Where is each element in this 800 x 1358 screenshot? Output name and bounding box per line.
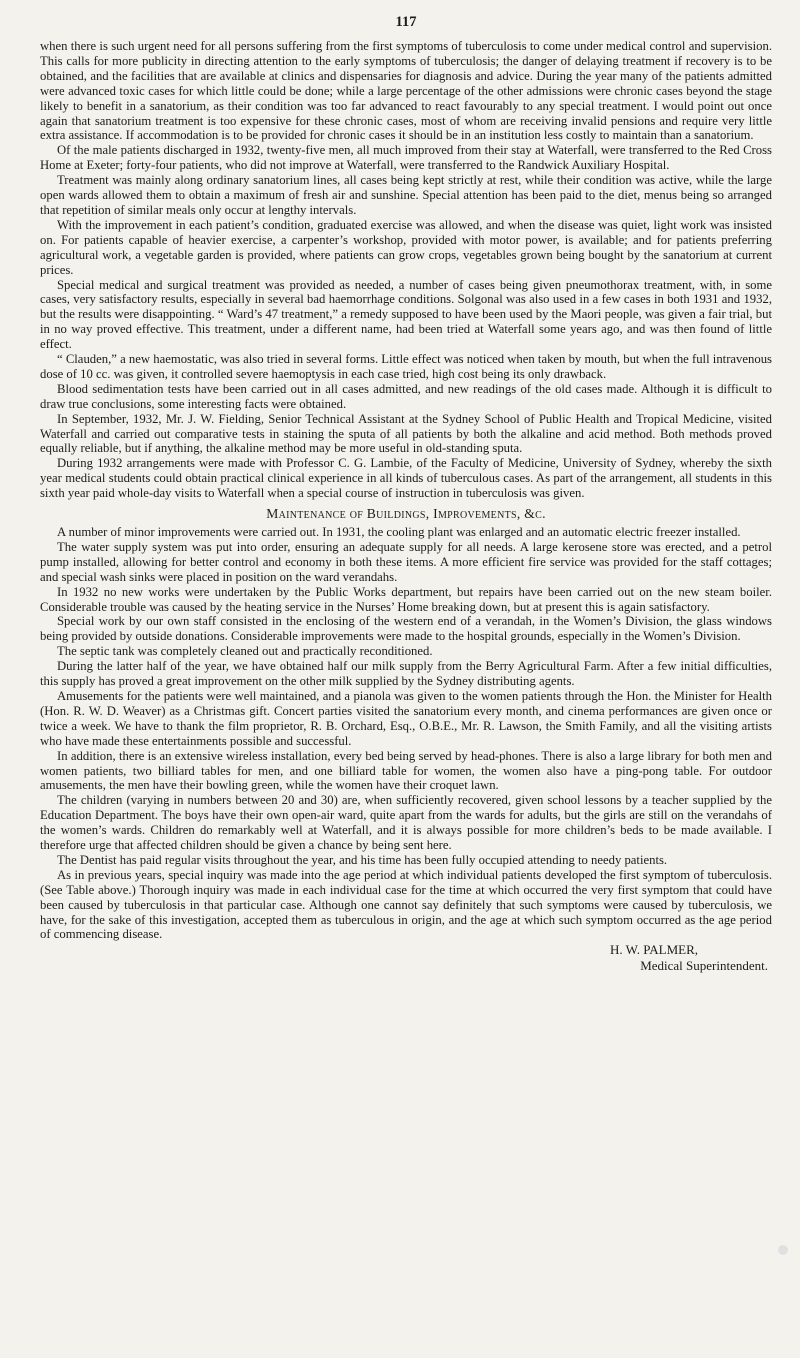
body-text <box>40 39 772 942</box>
paragraph: Amusements for the patients were well maintained, and a pianola was given to the women patients through the Hon. the Minister for Health (Hon. R. W. D. Weaver) as a Christmas gift. Concert parties visited the sanatorium every month, and cinema performances are given once or twice a week. We have to thank the film proprietor, R. B. Orchard, Esq., O.B.E., Mr. R. Lawson, the Smith Family, and all the visiting artists who have made these entertainments possible and successful. <box>40 688 772 748</box>
paragraph: Special medical and surgical treatment was provided as needed, a number of cases being given pneumothorax treatment, with, in some cases, very satisfactory results, especially in several bad haemorrhage conditions. Solgonal was also used in a few cases in both 1931 and 1932, but the results were disappointing. “ Ward’s 47 treatment,” a remedy supposed to have been used by the Maori people, was given a fair trial, but in no way proved effective. This treatment, under a different name, had been tried at Waterfall some years ago, and was then found of little effect. <box>40 277 772 352</box>
paragraph: when there is such urgent need for all persons suffering from the first symptoms of tuberculosis to come under medical control and supervision. This calls for more publicity in directing attention to the early symptoms of tuberculosis; the danger of delaying treatment if recovery is to be obtained, and the facilities that are available at clinics and dispensaries for diagnosis and advice. During the year many of the patients admitted were advanced toxic cases for which little could be done; while a large percentage of the other admissions were chronic cases beyond the stage likely to benefit in a sanatorium, as their condition was too far advanced to react favourably to any special treatment. I would point out once again that sanatorium treatment is too expensive for these chronic cases, most of whom are receiving invalid pensions and require very little extra assistance. If accommodation is to be provided for chronic cases it should be in an institution less costly to maintain than a sanatorium. <box>40 39 772 143</box>
paragraph: “ Clauden,” a new haemostatic, was also tried in several forms. Little effect was noticed when taken by mouth, but when the full intravenous dose of 10 cc. was given, it controlled severe haemoptysis in each case tried, high cost being its only drawback. <box>40 352 772 381</box>
section-heading: Maintenance of Buildings, Improvements, &c. <box>266 506 546 522</box>
paragraph: The water supply system was put into order, ensuring an adequate supply for all needs. A large kerosene store was erected, and a petrol pump installed, allowing for better control and economy in both these items. A more efficient fire service was provided for the staff cottages; and special wash sinks were placed in position on the ward verandahs. <box>40 539 772 584</box>
paragraph: The Dentist has paid regular visits throughout the year, and his time has been fully occupied attending to needy patients. <box>57 852 668 867</box>
paragraph: Of the male patients discharged in 1932, twenty-five men, all much improved from their stay at Waterfall, were transferred to the Red Cross Home at Exeter; forty-four patients, who did not improve at Waterfall, were transferred to the Randwick Auxiliary Hospital. <box>40 143 772 173</box>
signatory-title: Medical Superintendent. <box>640 958 768 974</box>
signature-block <box>40 942 772 974</box>
paragraph: With the improvement in each patient’s condition, graduated exercise was allowed, and when the disease was quiet, light work was insisted on. For patients capable of heavier exercise, a carpenter’s workshop, provided with motor power, is available; and for patients preferring agricultural work, a vegetable garden is provided, where patients can grow crops, vegetables grown being bought by the sanatorium at current prices. <box>40 217 772 277</box>
paragraph: The septic tank was completely cleaned out and practically reconditioned. <box>57 644 433 659</box>
page-number: 117 <box>395 14 417 30</box>
paragraph: The children (varying in numbers between 20 and 30) are, when sufficiently recovered, given school lessons by a teacher supplied by the Education Department. The boys have their own open-air ward, quite apart from the wards for adults, but the girls are still on the verandahs of the women’s wards. Children do remarkably well at Waterfall, and it is always possible for more children’s beds to be made available. I therefore urge that affected children should be given a chance by being sent here. <box>40 793 772 853</box>
margin-mark <box>778 1245 788 1255</box>
paragraph: Blood sedimentation tests have been carried out in all cases admitted, and new readings of the old cases made. Although it is difficult to draw true conclusions, some interesting facts were obtained. <box>40 381 772 411</box>
paragraph: In addition, there is an extensive wireless installation, every bed being served by head-phones. There is also a large library for both men and women patients, two billiard tables for men, and one billiard table for women, the women also have a ping-pong table. For outdoor amusements, the men have their bowling green, while the women have their croquet lawn. <box>40 748 772 793</box>
signatory-name: H. W. PALMER, <box>609 942 698 958</box>
paragraph: In 1932 no new works were undertaken by the Public Works department, but repairs have been carried out on the new steam boiler. Considerable trouble was caused by the heating service in the Nurses’ Home breaking down, but at present this is again satisfactory. <box>40 584 772 614</box>
paragraph: In September, 1932, Mr. J. W. Fielding, Senior Technical Assistant at the Sydney School of Public Health and Tropical Medicine, visited Waterfall and carried out comparative tests in staining the sputa of all patients by both the alkaline and acid method. Both methods proved equally reliable, but if anything, the alkaline method may be more useful in old-standing sputa. <box>40 411 772 456</box>
paragraph: A number of minor improvements were carried out. In 1931, the cooling plant was enlarged and an automatic electric freezer installed. <box>57 525 741 539</box>
paragraph: Treatment was mainly along ordinary sanatorium lines, all cases being kept strictly at rest, while their condition was active, while the large open wards allowed them to obtain a maximum of fresh air and sunshine. Special attention has been paid to the diet, menus being so arranged that repetition of similar meals only occur at lengthy intervals. <box>40 173 772 217</box>
paragraph: Special work by our own staff consisted in the enclosing of the western end of a verandah, in the Women’s Division, the glass windows being provided by outside donations. Considerable improvements were made to the hospital grounds, especially in the Women’s Division. <box>40 614 772 644</box>
paragraph: During 1932 arrangements were made with Professor C. G. Lambie, of the Faculty of Medicine, University of Sydney, whereby the sixth year medical students could obtain practical clinical experience in all kinds of tuberculous cases. As part of the arrangement, all students in this sixth year paid whole-day visits to Waterfall when a special course of instruction in tuberculosis was given. <box>40 456 772 501</box>
paragraph: As in previous years, special inquiry was made into the age period at which individual patients developed the first symptom of tuberculosis. (See Table above.) Thorough inquiry was made in each individual case for the time at which occurred the very first symptom that could have been caused by tuberculosis in that particular case. Although one cannot say definitely that such symptoms were caused by tuberculosis, we have, for the sake of this investigation, accepted them as tuberculous in origin, and the age at which such symptom occurred as the age period of commencing disease. <box>40 867 772 942</box>
paragraph: During the latter half of the year, we have obtained half our milk supply from the Berry Agricultural Farm. After a few initial difficulties, this supply has proved a great improvement on the other milk supplied by the Sydney distributing agents. <box>40 659 772 689</box>
